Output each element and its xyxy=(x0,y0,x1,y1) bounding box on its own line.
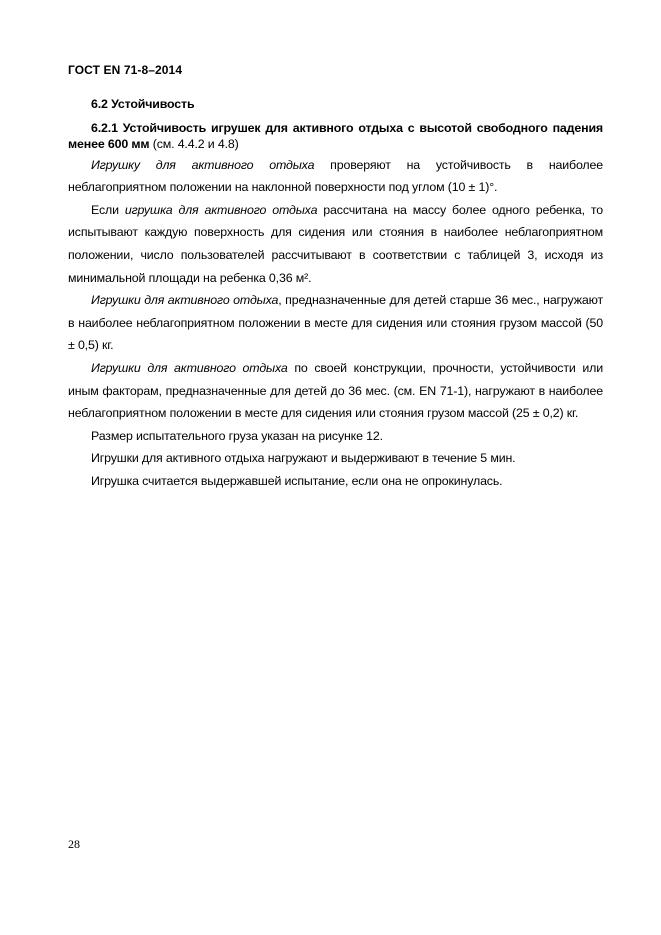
page-number: 28 xyxy=(68,837,80,851)
document-body xyxy=(68,93,603,493)
paragraph-1-term: Игрушку для активного отдыха xyxy=(91,157,315,172)
subsection-title: 6.2.1 Устойчивость игрушек для активного отдыха с высотой свободного падения менее 600 мм xyxy=(68,120,603,151)
subsection-heading xyxy=(68,120,603,152)
paragraph-7: Игрушка считается выдержавшей испытание, если она не опрокинулась. xyxy=(91,473,503,488)
section-heading: 6.2 Устойчивость xyxy=(91,97,195,111)
paragraph-3-text: , предназначенные для детей старше 36 мес., нагружают в наиболее неблагоприятном положении в месте для сидения или стояния грузом массой (50 ± 0,5) кг. xyxy=(68,293,603,353)
paragraph-4-text: по своей конструкции, прочности, устойчивости или иным факторам, предназначенные для детей до 36 мес. (см. EN 71-1), нагружают в наиболее неблагоприятном положении в месте для сидения или стояния грузом массой (25 ± 0,2) кг. xyxy=(68,360,603,421)
paragraph-1 xyxy=(68,154,603,199)
paragraph-4-term: Игрушки для активного отдыха xyxy=(91,360,288,375)
document-code-header: ГОСТ EN 71-8–2014 xyxy=(68,63,183,77)
paragraph-2-lead: Если xyxy=(91,202,125,217)
paragraph-2-text: рассчитана на массу более одного ребенка, то испытывают каждую поверхность для сидения или стояния в наиболее неблагоприятном положении, число пользователей рассчитывают в соответствии с таблицей 3, исходя из минимальной площади на ребенка 0,36 м². xyxy=(68,202,604,285)
paragraph-3-term: Игрушки для активного отдыха xyxy=(91,293,279,308)
paragraph-2-term: игрушка для активного отдыха xyxy=(124,202,318,217)
paragraph-1-text: проверяют на устойчивость в наиболее неблагоприятном положении на наклонной поверхности под углом (10 ± 1)°. xyxy=(68,157,603,195)
paragraph-2 xyxy=(68,199,603,289)
paragraph-4 xyxy=(68,357,603,425)
paragraph-6: Игрушки для активного отдыха нагружают и выдерживают в течение 5 мин. xyxy=(91,451,516,466)
paragraph-3 xyxy=(68,289,603,357)
subsection-reference: (см. 4.4.2 и 4.8) xyxy=(149,136,239,151)
paragraph-5: Размер испытательного груза указан на рисунке 12. xyxy=(91,428,383,443)
